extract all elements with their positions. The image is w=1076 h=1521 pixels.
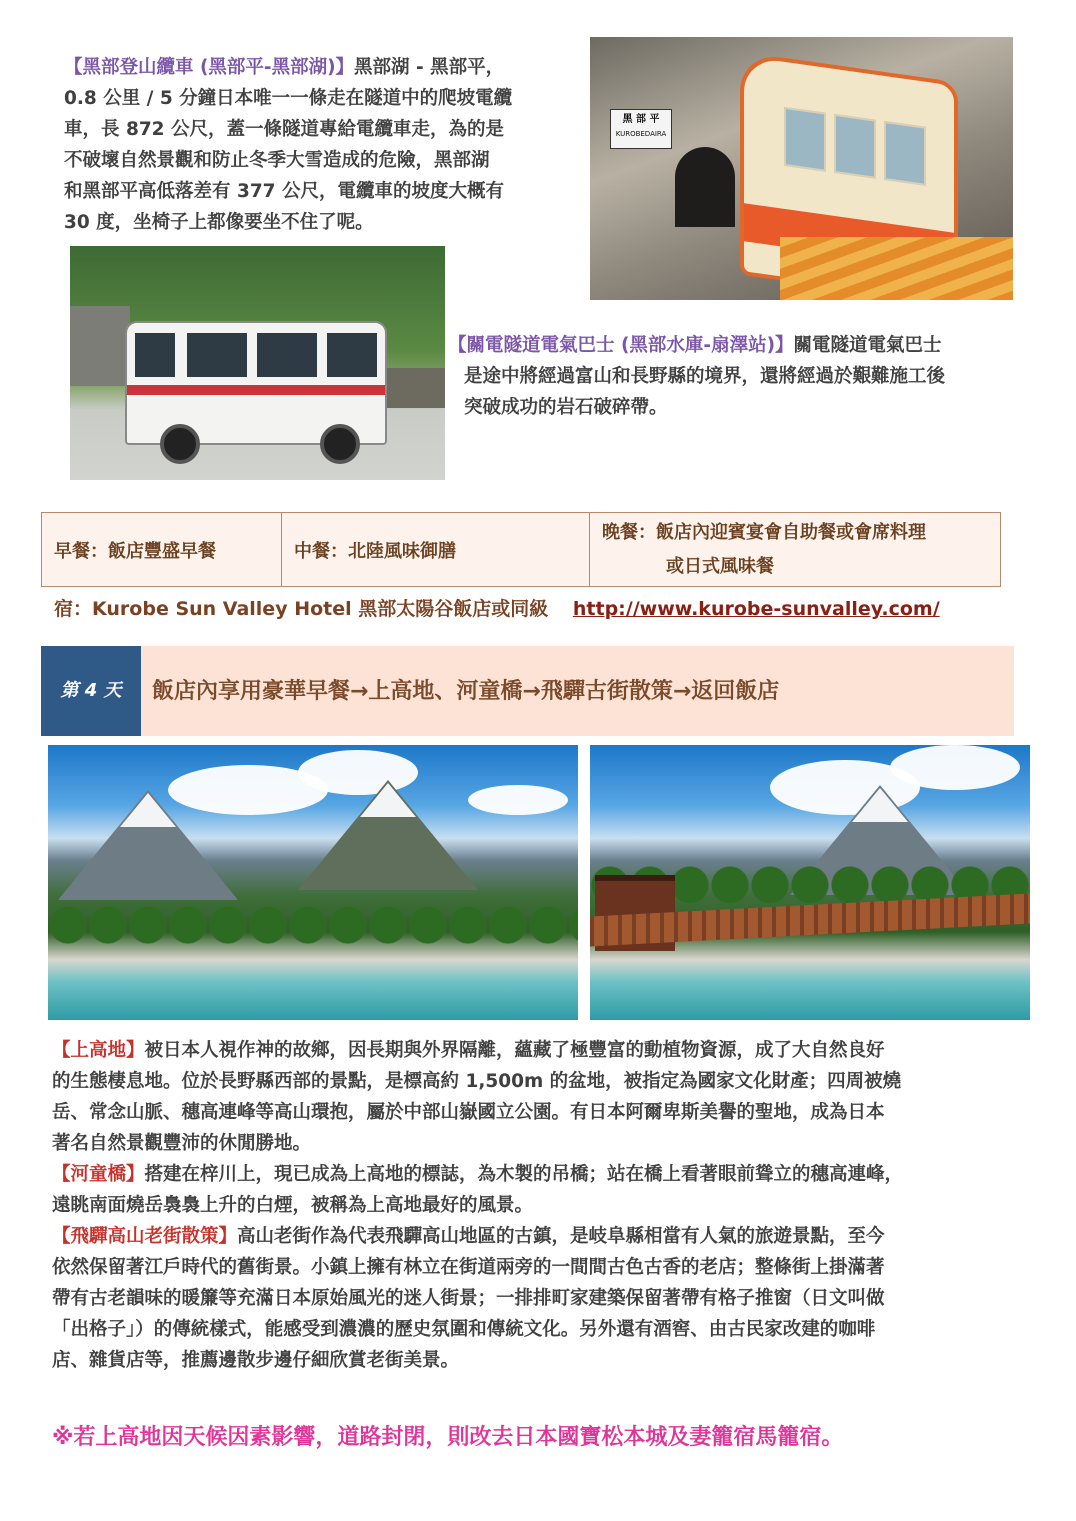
kappa-tag: 【河童橋】 — [52, 1164, 145, 1185]
day-badge: 第 4 天 — [41, 646, 141, 736]
dinner-cell: 晚餐：飯店內迎賓宴會自助餐或會席料理 或日式風味餐 — [590, 513, 1001, 587]
kamikochi-tag: 【上高地】 — [52, 1040, 145, 1061]
hotel-line — [54, 594, 940, 621]
cable-car-body-line: 和黑部平高低落差有 377 公尺，電纜車的坡度大概有 — [64, 181, 505, 202]
hotel-name: 宿：Kurobe Sun Valley Hotel 黑部太陽谷飯店或同級 — [54, 598, 549, 620]
weather-notice: ※若上高地因天候因素影響，道路封閉，則改去日本國寶松本城及妻籠宿馬籠宿。 — [52, 1425, 844, 1450]
bus-body-line: 突破成功的岩石破碎帶。 — [464, 397, 668, 418]
cable-car-body-line: 0.8 公里 / 5 分鐘日本唯一一條走在隧道中的爬坡電纜 — [64, 88, 513, 109]
attractions-text: 【上高地】被日本人視作神的故鄉，因長期與外界隔離，蘊藏了極豐富的動植物資源，成了大自然良好 的生態棲息地。位於長野縣西部的景點，是標高約 1,500m 的盆地，被指定為國家文化財產；四周被燒 岳、常念山脈、穗高連峰等高山環抱，屬於中部山嶽國立公園。有日本阿爾卑斯美譽的聖地，成為日本 著名自然景觀豐沛的休閒勝地。 【河童橋】搭建在梓川上，現已成為上高地的標誌，為木製的吊橋；站在橋上看著眼前聳立的穗高連峰， 遠眺南面燒岳裊裊上升的白煙，被稱為上高地最好的風景。 【飛驒高山老街散策】高山老街作為代表飛驒高山地區的古鎮，是岐阜縣相當有人氣的旅遊景點，至今 依然保留著江戶時代的舊街景。小鎮上擁有林立在街道兩旁的一間間古色古香的老店；整條街上掛滿著 帶有古老韻味的暖簾等充滿日本原始風光的迷人街景；一排排町家建築保留著帶有格子推窗（日文叫做 「出格子」）的傳統樣式，能感受到濃濃的歷史氛圍和傳統文化。另外還有酒窖、由古民家改建的咖啡 店、雜貨店等，推薦邊散步邊仔細欣賞老街美景。 — [52, 1040, 904, 1371]
bus-title: 【關電隧道電氣巴士 (黑部水庫-扇澤站)】 — [448, 335, 794, 356]
day-title: 飯店內享用豪華早餐→上高地、河童橋→飛驒古街散策→返回飯店 — [152, 679, 780, 704]
cable-car-body-line1: 黑部湖 - 黑部平， — [354, 57, 505, 78]
cable-car-photo — [590, 37, 1013, 300]
hotel-website-link[interactable]: http://www.kurobe-sunvalley.com/ — [572, 598, 940, 620]
cable-car-body-line: 不破壞自然景觀和防止冬季大雪造成的危險，黑部湖 — [64, 150, 490, 171]
cable-car-title: 【黑部登山纜車 (黑部平-黑部湖)】 — [64, 57, 355, 78]
orange-stairs — [780, 237, 1013, 300]
cable-car-body-line: 30 度，坐椅子上都像要坐不住了呢。 — [64, 212, 374, 233]
station-sign: 黑 部 平 KUROBEDAIRA — [610, 109, 672, 149]
day-banner — [41, 646, 1014, 736]
electric-bus-photo — [70, 246, 445, 480]
kamikochi-photo — [48, 745, 578, 1020]
cable-car-text — [64, 52, 584, 238]
meal-table — [41, 512, 1001, 587]
kappa-bridge-photo — [590, 745, 1030, 1020]
tunnel-opening — [675, 147, 735, 227]
lunch-cell: 中餐：北陸風味御膳 — [282, 513, 590, 587]
bus-text — [448, 330, 1048, 423]
bus-body-line1: 關電隧道電氣巴士 — [793, 335, 942, 356]
cable-car-body-line: 車，長 872 公尺，蓋一條隧道專給電纜車走，為的是 — [64, 119, 505, 140]
hida-tag: 【飛驒高山老街散策】 — [52, 1226, 238, 1247]
breakfast-cell: 早餐：飯店豐盛早餐 — [42, 513, 282, 587]
bus-body-line: 是途中將經過富山和長野縣的境界，還將經過於艱難施工後 — [464, 366, 946, 387]
